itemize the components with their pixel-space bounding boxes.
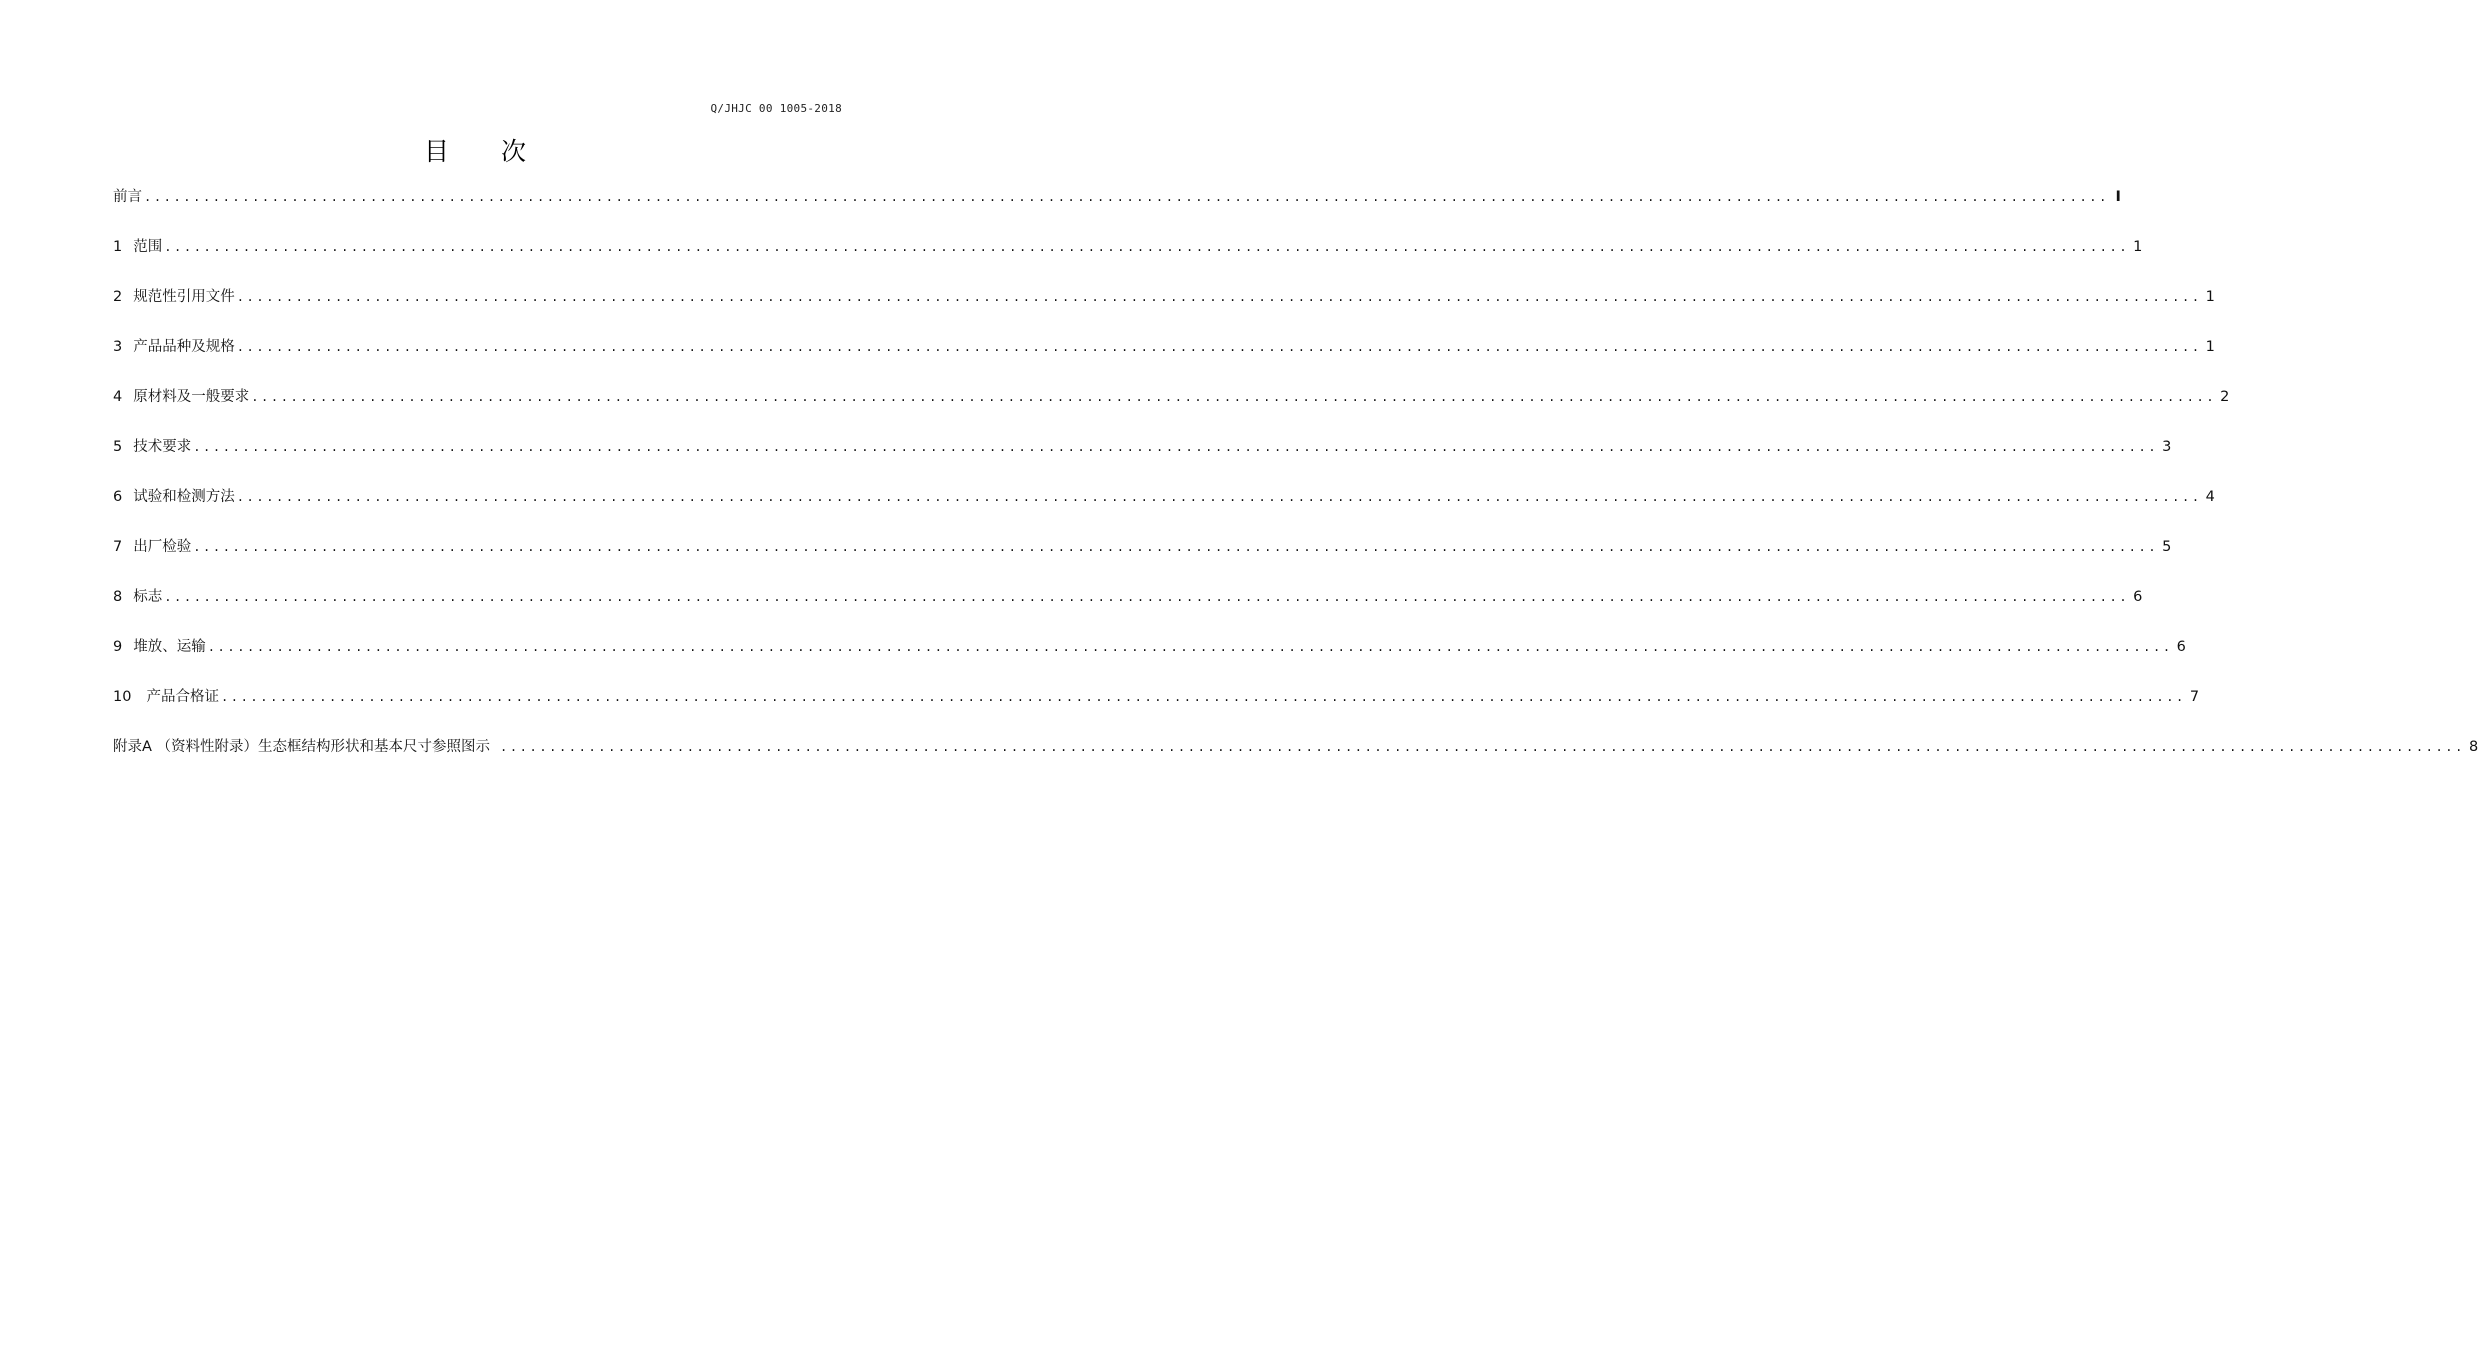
dot-leader: ........................................................................................................................................................................................................ [220, 690, 2186, 704]
toc-entry-number: 7 [113, 539, 123, 555]
toc-entry-page: I [2115, 189, 2121, 205]
toc-entry-label: 原材料及一般要求 [133, 389, 250, 405]
toc-entry-page: 7 [2189, 689, 2200, 705]
toc-entry-1[interactable] [113, 235, 2143, 285]
toc-entry-label: 出厂检验 [133, 539, 192, 555]
toc-entry-number: 10 [113, 689, 132, 705]
dot-leader: ........................................................................................................................................................................................................ [193, 540, 2159, 554]
toc-entry-page: 8 [2468, 739, 2478, 755]
dot-leader: ........................................................................................................................................................................................................ [193, 440, 2159, 454]
toc-entry-page: 2 [2220, 389, 2230, 405]
toc-entry-number: 6 [113, 489, 123, 505]
toc-entry-page: 6 [2176, 639, 2186, 655]
toc-entry-number: 1 [113, 239, 123, 255]
dot-leader: ........................................................................................................................................................................................................ [164, 240, 2130, 254]
dot-leader: ........................................................................................................................................................................................................ [236, 490, 2202, 504]
toc-entry-label: 技术要求 [133, 439, 192, 455]
toc-entry-page: 3 [2162, 439, 2172, 455]
dot-leader: ........................................................................................................................................................................................................ [236, 340, 2202, 354]
toc-entry-9[interactable] [113, 635, 2186, 685]
page-title: 目 次 [424, 137, 548, 166]
toc-entry-label: 标志 [133, 589, 163, 605]
toc-entry-label: 产品合格证 [146, 689, 219, 705]
toc-entry-label: 附录A （资料性附录）生态框结构形状和基本尺寸参照图示 [113, 739, 491, 755]
toc-list [113, 185, 2478, 785]
toc-entry-number: 3 [113, 339, 123, 355]
dot-leader: ........................................................................................................................................................................................................ [500, 740, 2465, 754]
dot-leader: ........................................................................................................................................................................................................ [144, 190, 2109, 204]
toc-entry-number: 5 [113, 439, 123, 455]
toc-entry-label: 前言 [113, 189, 142, 205]
toc-entry-number: 8 [113, 589, 123, 605]
toc-entry-4[interactable] [113, 385, 2230, 435]
toc-entry-label: 试验和检测方法 [133, 489, 235, 505]
toc-entry-label: 堆放、运输 [133, 639, 206, 655]
dot-leader: ........................................................................................................................................................................................................ [236, 290, 2202, 304]
document-code: Q/JHJC 00 1005-2018 [710, 102, 842, 115]
toc-entry-5[interactable] [113, 435, 2172, 485]
toc-entry-label: 产品品种及规格 [133, 339, 235, 355]
toc-entry-label: 规范性引用文件 [133, 289, 235, 305]
dot-leader: ........................................................................................................................................................................................................ [164, 590, 2130, 604]
dot-leader: ........................................................................................................................................................................................................ [207, 640, 2173, 654]
toc-entry-8[interactable] [113, 585, 2143, 635]
toc-entry-2[interactable] [113, 285, 2215, 335]
toc-entry-page: 1 [2133, 239, 2143, 255]
toc-entry-number: 2 [113, 289, 123, 305]
toc-entry-10[interactable] [113, 685, 2200, 735]
toc-entry-6[interactable] [113, 485, 2215, 535]
toc-entry-page: 1 [2205, 339, 2215, 355]
toc-entry-page: 1 [2205, 289, 2215, 305]
toc-entry-7[interactable] [113, 535, 2172, 585]
toc-entry-number: 4 [113, 389, 123, 405]
toc-entry-3[interactable] [113, 335, 2215, 385]
toc-entry-page: 4 [2205, 489, 2215, 505]
dot-leader: ........................................................................................................................................................................................................ [251, 390, 2217, 404]
toc-entry-number: 9 [113, 639, 123, 655]
toc-entry-label: 范围 [133, 239, 163, 255]
toc-entry-page: 6 [2133, 589, 2143, 605]
toc-entry-foreword[interactable] [113, 185, 2121, 235]
toc-entry-page: 5 [2162, 539, 2172, 555]
toc-entry-appendix-a[interactable] [113, 735, 2478, 785]
